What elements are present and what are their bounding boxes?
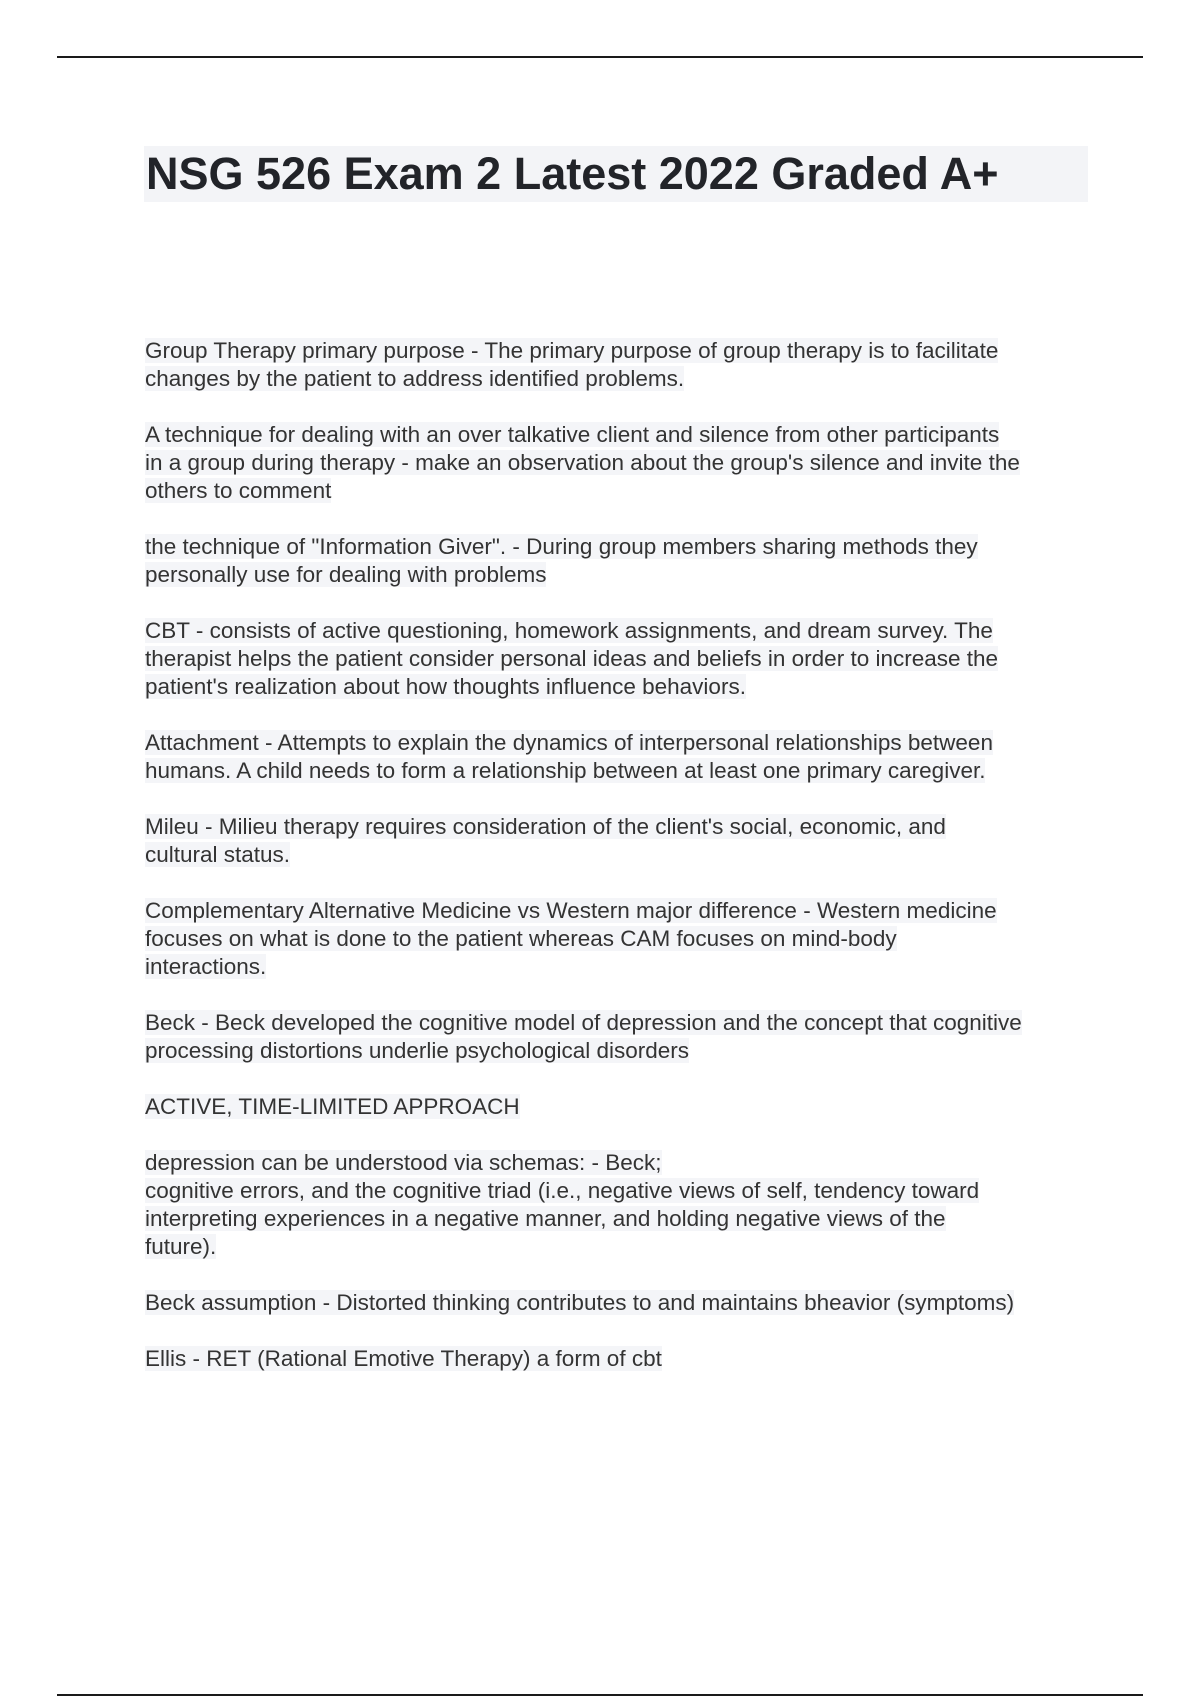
entry-beck	[145, 1009, 1095, 1065]
entry-cbt	[145, 617, 1095, 701]
entry-beck-assumption	[145, 1289, 1095, 1317]
entry-line: personally use for dealing with problems	[145, 562, 547, 587]
entry-line: Attachment - Attempts to explain the dynamics of interpersonal relationships between	[145, 730, 993, 755]
entry-line: Beck assumption - Distorted thinking contributes to and maintains bheavior (symptoms)	[145, 1290, 1015, 1315]
entry-line: in a group during therapy - make an observation about the group's silence and invite the	[145, 450, 1020, 475]
entry-group-therapy	[145, 337, 1095, 393]
entry-line: interactions.	[145, 954, 267, 979]
bottom-divider	[57, 1694, 1143, 1696]
entry-line: the technique of "Information Giver". - During group members sharing methods they	[145, 534, 978, 559]
entry-cam	[145, 897, 1095, 981]
entry-line: focuses on what is done to the patient whereas CAM focuses on mind-body	[145, 926, 897, 951]
document-title: NSG 526 Exam 2 Latest 2022 Graded A+	[146, 148, 999, 199]
entry-ellis	[145, 1345, 1095, 1373]
entry-line: Beck - Beck developed the cognitive model of depression and the concept that cognitive	[145, 1010, 1022, 1035]
entry-mileu	[145, 813, 1095, 869]
top-divider	[57, 56, 1143, 58]
entry-active-approach	[145, 1093, 1095, 1121]
entry-line: Ellis - RET (Rational Emotive Therapy) a form of cbt	[145, 1346, 662, 1371]
entry-line: therapist helps the patient consider personal ideas and beliefs in order to increase the	[145, 646, 999, 671]
entry-line: processing distortions underlie psychological disorders	[145, 1038, 690, 1063]
entry-line: CBT - consists of active questioning, homework assignments, and dream survey. The	[145, 618, 993, 643]
entry-line: cultural status.	[145, 842, 291, 867]
entry-line: Complementary Alternative Medicine vs Western major difference - Western medicine	[145, 898, 997, 923]
entry-line: A technique for dealing with an over talkative client and silence from other participants	[145, 422, 1000, 447]
entry-line: future).	[145, 1234, 217, 1259]
entry-depression-schemas	[145, 1149, 1095, 1261]
entry-line: patient's realization about how thoughts influence behaviors.	[145, 674, 746, 699]
entry-line: changes by the patient to address identified problems.	[145, 366, 685, 391]
entry-line: interpreting experiences in a negative manner, and holding negative views of the	[145, 1206, 946, 1231]
entry-attachment	[145, 729, 1095, 785]
entry-line: Group Therapy primary purpose - The primary purpose of group therapy is to facilitate	[145, 338, 999, 363]
entry-line: humans. A child needs to form a relationship between at least one primary caregiver.	[145, 758, 986, 783]
entry-line: ACTIVE, TIME-LIMITED APPROACH	[145, 1094, 520, 1119]
entry-line: others to comment	[145, 478, 332, 503]
entry-line: depression can be understood via schemas: - Beck;	[145, 1150, 662, 1175]
entry-line: Mileu - Milieu therapy requires consideration of the client's social, economic, and	[145, 814, 946, 839]
entry-line: cognitive errors, and the cognitive triad (i.e., negative views of self, tendency toward	[145, 1178, 980, 1203]
entry-talkative-client	[145, 421, 1095, 505]
document-body	[145, 337, 1095, 1401]
entry-information-giver	[145, 533, 1095, 589]
